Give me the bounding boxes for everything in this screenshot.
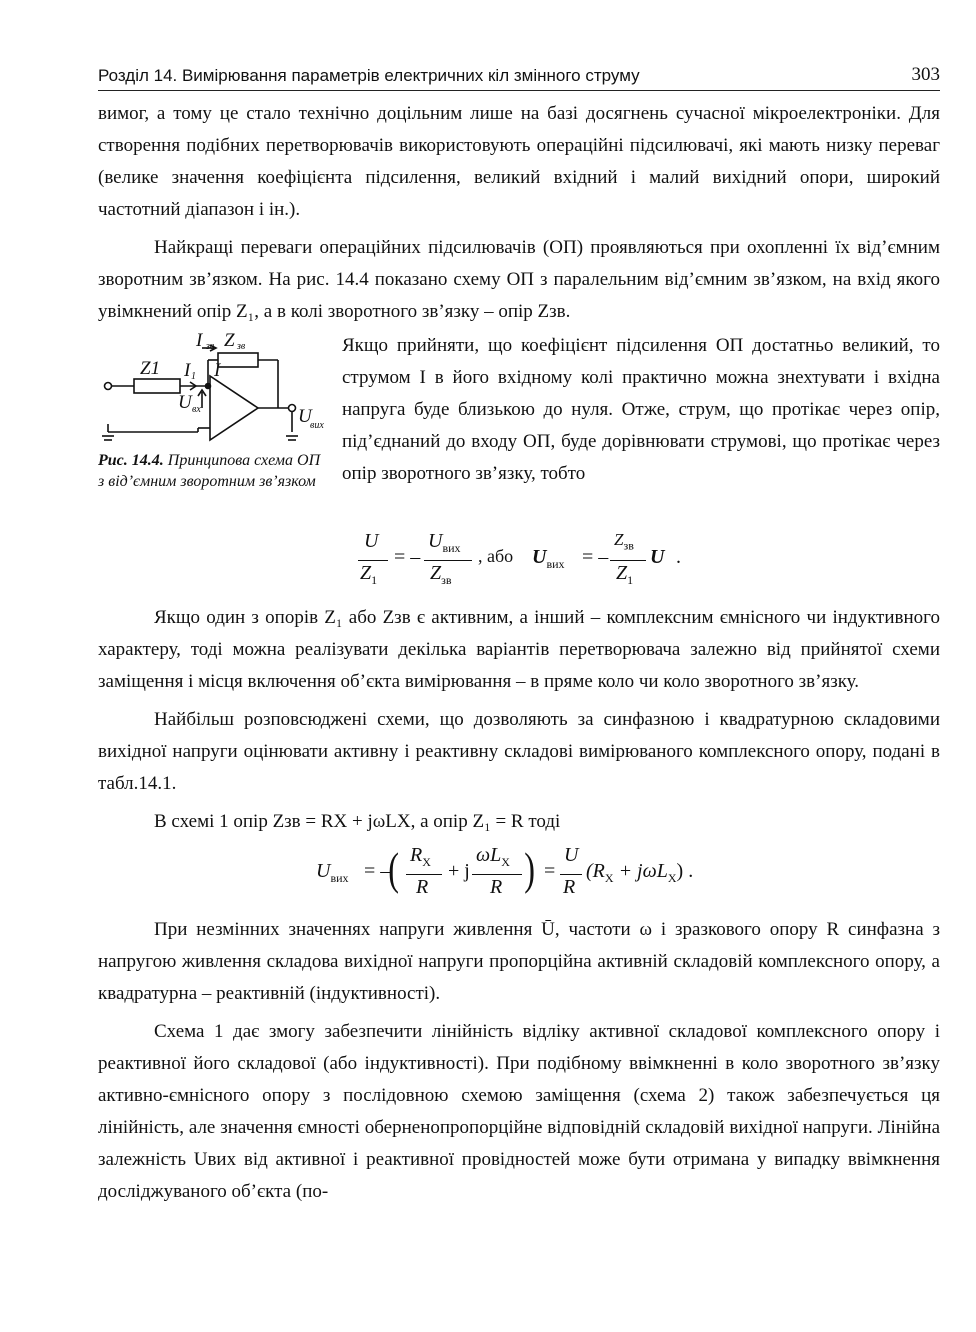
label-uout-sub: вих	[310, 420, 324, 431]
f2-rhs-mid-sub: X	[667, 871, 677, 885]
running-title: Розділ 14. Вимірювання параметрів електричних кіл змінного струму	[98, 66, 640, 85]
label-i1-sub: 1	[191, 371, 196, 382]
figure-caption	[98, 450, 330, 492]
figure-14-4	[98, 332, 330, 492]
paragraph-7: При незмінних значеннях напруги живлення Ū, частоти ω і зразкового опору R синфазна з напругою живлення складова вихідної напруги пропорційна активній складовій комплексного опору, а квадратурна – реактивній (індуктивності).	[98, 919, 940, 1004]
f2-uout-sub: вих	[330, 871, 349, 885]
f2-rx-sub: X	[422, 855, 431, 869]
label-zfb: Z	[224, 332, 235, 351]
f2-eq: = –	[364, 860, 391, 882]
f2-frac3-bar	[560, 874, 582, 875]
f2-lparen: (	[388, 843, 400, 894]
f1-eq2: = –	[582, 546, 609, 568]
label-ifb-sub: зв	[206, 341, 215, 352]
f1-u-rhs: U	[650, 546, 665, 568]
figure-row	[98, 330, 940, 524]
f2-r1: R	[416, 876, 429, 898]
running-header	[98, 62, 940, 91]
f1-z1b-sub: 1	[627, 573, 634, 587]
paragraph-8: Схема 1 дає змогу забезпечити лінійність відліку активної складової комплексного опору і реактивної його складової (або індуктивності). При подібному ввімкненні в коло зворотного зв’язку активно-ємнісного опору з послідовною схемою заміщення (схема 2) також забезпечується ця лінійність, але значення ємності оберненопропорційне відповідній складовій вихідної напруги. Лінійна залежність Uвих від активної і реактивної провідностей може бути отримана у випадку ввімкнення досліджуваного об’єкта (по-	[98, 1021, 940, 1202]
paragraph-4: Якщо один з опорів Z₁ або Zзв є активним, а інший – комплексним ємнісного чи індуктивного характеру, тоді можна реалізувати декілька варіантів перетворювача залежно від прийнятої схеми заміщення і місця включення об’єкта вимірювання – в пряме коло чи коло зворотного зв’язку.	[98, 607, 940, 692]
paragraph-2: Найкращі переваги операційних підсилювачів (ОП) проявляються при охопленні їх від’ємним зворотним зв’язком. На рис. 14.4 показано схему ОП з паралельним від’ємним зв’язком, на вхід якого увімкнений опір Z₁, а в колі зворотного зв’язку – опір Zзв.	[98, 237, 940, 322]
f2-r3: R	[563, 876, 576, 898]
f1-zfb2: Z	[614, 530, 624, 549]
f2-frac1-bar	[406, 874, 442, 875]
f1-frac1-bar	[358, 560, 388, 561]
paragraph-3: Якщо прийняти, що коефіцієнт підсилення ОП достатньо великий, то струмом I в його вхідному колі практично можна знехтувати і вхідна напруга буде близькою до нуля. Отже, струм, що протікає через опір, під’єднаний до входу ОП, буде дорівнювати струмові, що протікає через опір зворотного зв’язку, тобто	[342, 335, 940, 484]
f1-uout-sub: вих	[442, 541, 461, 555]
f1-uout: U	[428, 530, 443, 552]
f1-eq: = –	[394, 546, 421, 568]
f1-uout2: U	[532, 546, 547, 568]
caption-text: Принципова схема ОП з від’ємним зворотним зв’язком	[98, 452, 321, 490]
paragraph-1: вимог, а тому це стало технічно доцільним лише на базі досягнень сучасної мікроелектроніки. Для створення подібних перетворювачів використовують операційні підсилювачі, які мають низку переваг (велике значення коефіцієнта підсилення, великий вхідний і малий вихідний опори, широкий частотний діапазон і ін.).	[98, 103, 940, 220]
f1-frac2-bar	[424, 560, 472, 561]
label-i: I	[214, 360, 221, 381]
page-number: 303	[911, 64, 940, 85]
f2-rx: R	[410, 844, 423, 866]
label-i1: I	[184, 360, 191, 381]
f2-eq2: =	[544, 860, 556, 882]
label-z1: Z1	[140, 358, 161, 379]
f2-rhs-close: )	[676, 860, 684, 882]
caption-label: Рис. 14.4.	[98, 452, 164, 469]
f2-r2: R	[490, 876, 503, 898]
f2-rhs-open-sub: X	[604, 871, 614, 885]
f2-u: U	[564, 844, 579, 866]
f2-rhs-mid: + jωL	[618, 860, 668, 882]
f1-u-num: U	[364, 530, 379, 552]
label-uin: U	[178, 392, 192, 413]
f1-z1b: Z	[616, 562, 628, 584]
label-uout: U	[298, 406, 312, 427]
f1-end: .	[676, 546, 681, 568]
f1-or: , або	[478, 546, 514, 566]
f1-frac3-bar	[610, 560, 646, 561]
paragraph-6: В схемі 1 опір Zзв = RX + jωLX, а опір Z₁ = R тоді	[154, 811, 561, 832]
f1-uout2-sub: вих	[546, 557, 565, 571]
f2-uout: U	[316, 860, 331, 882]
f2-plus-j: + j	[448, 860, 470, 882]
label-uin-sub: вх	[192, 404, 201, 415]
f2-frac2-bar	[472, 874, 522, 875]
formula-1	[98, 530, 940, 590]
f1-zfb: Z	[430, 562, 442, 584]
f2-omega-l: ωL	[476, 844, 502, 866]
f1-z1: Z	[360, 562, 372, 584]
label-ifb: I	[196, 332, 203, 351]
f1-zfb-sub: зв	[441, 573, 452, 587]
f2-omega-l-sub: X	[501, 855, 510, 869]
f1-zfb2-sub: зв	[623, 538, 634, 553]
document-page	[98, 62, 940, 1208]
f2-rhs-open: (R	[586, 860, 605, 882]
f1-z1-sub: 1	[371, 573, 378, 587]
paragraph-5: Найбільш розповсюджені схеми, що дозволяють за синфазною і квадратурною складовими вихідної напруги оцінювати активну і реактивну складові вимірюваного комплексного опору, подані в табл.14.1.	[98, 709, 940, 794]
f2-rparen: )	[524, 843, 536, 894]
label-zfb-sub: зв	[237, 341, 246, 352]
formula-2	[98, 844, 940, 902]
op-amp-schematic	[98, 332, 330, 448]
f2-end: .	[688, 860, 694, 882]
